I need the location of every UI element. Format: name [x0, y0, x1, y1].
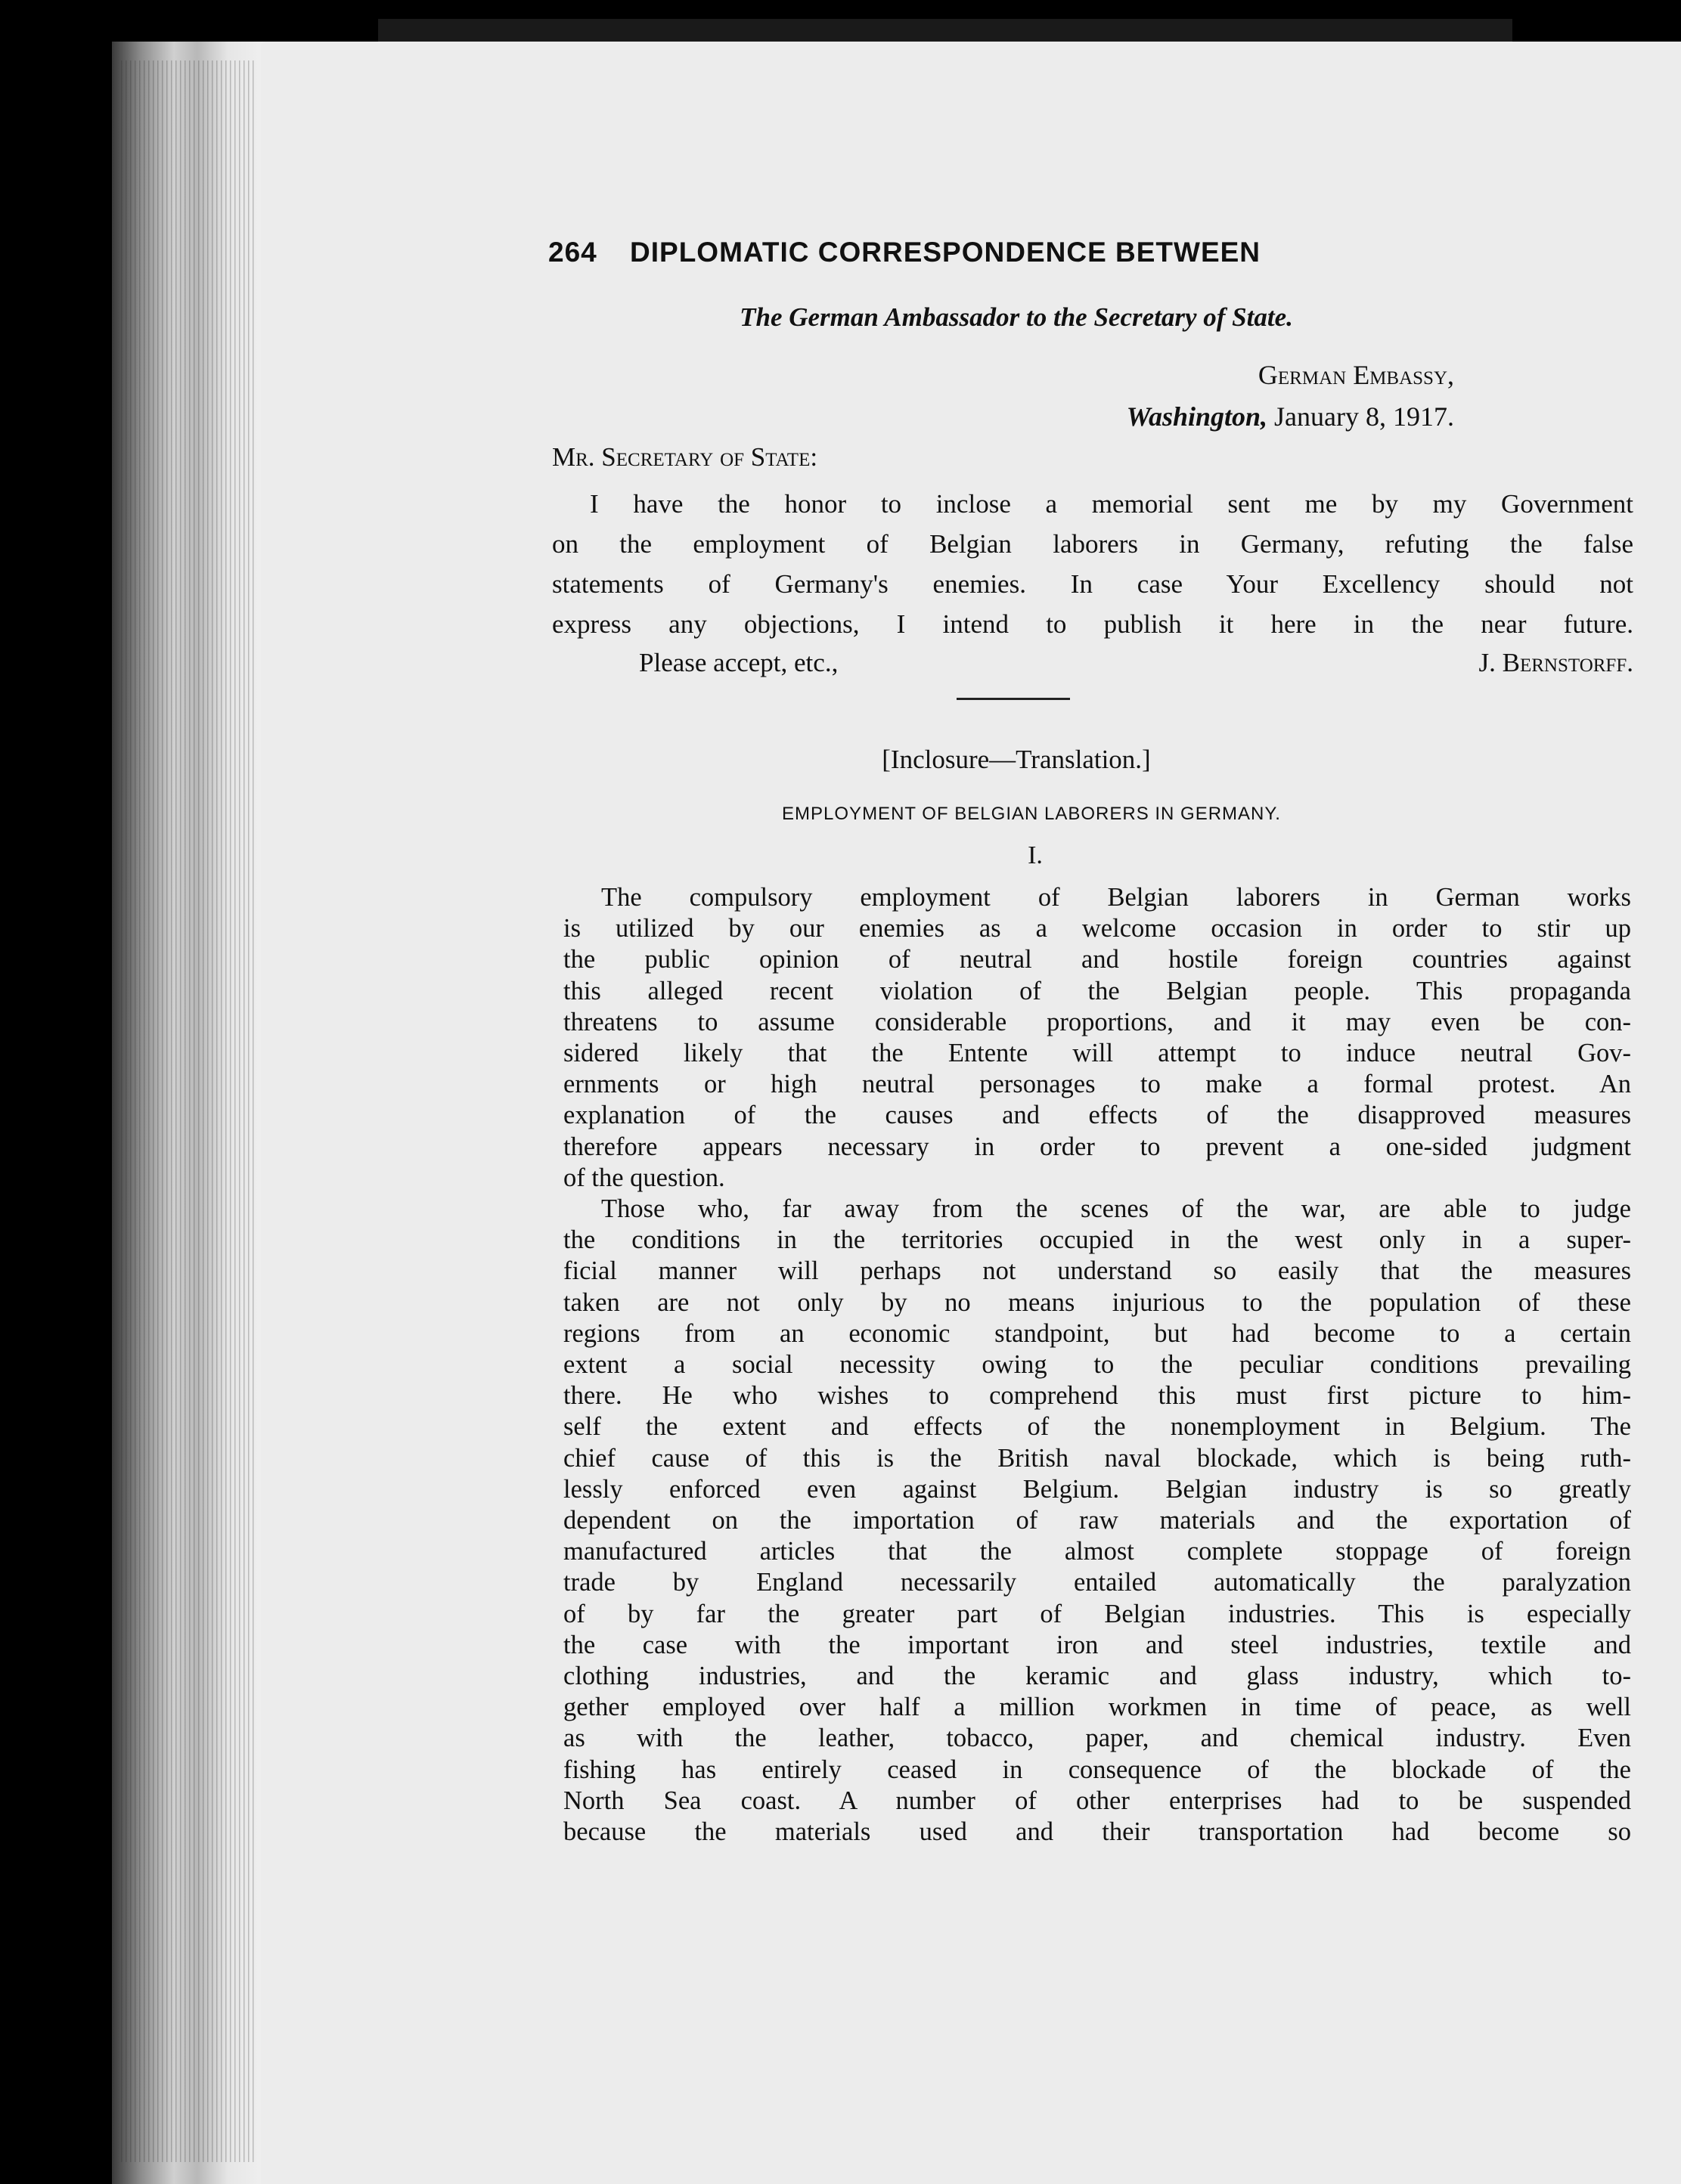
memorial-line: therefore appears necessary in order to prevent a one-sided judgment	[563, 1132, 1631, 1161]
memorial-line: extent a social necessity owing to the peculiar conditions prevailing	[563, 1350, 1631, 1380]
memorial-title: EMPLOYMENT OF BELGIAN LABORERS IN GERMANY.	[782, 804, 1281, 824]
memorial-line: of the question.	[563, 1163, 725, 1192]
memorial-line: ernments or high neutral personages to make a formal protest. An	[563, 1070, 1631, 1099]
running-title: DIPLOMATIC CORRESPONDENCE BETWEEN	[630, 237, 1261, 268]
letter-line: express any objections, I intend to publish it here in the near future.	[552, 609, 1633, 639]
memorial-body	[563, 882, 1631, 1848]
letter-signature: J. Bernstorff.	[1478, 648, 1633, 677]
memorial-line: Those who, far away from the scenes of the war, are able to judge	[601, 1194, 1631, 1224]
page-content	[261, 42, 1681, 2184]
letter-embassy: German Embassy,	[1258, 360, 1454, 390]
running-head	[548, 237, 1630, 268]
memorial-line: is utilized by our enemies as a welcome occasion in order to stir up	[563, 914, 1631, 943]
memorial-line: taken are not only by no means injurious to the population of these	[563, 1287, 1631, 1317]
memorial-line: chief cause of this is the British naval blockade, which is being ruth-	[563, 1443, 1631, 1473]
letter-line: I have the honor to inclose a memorial sent me by my Government	[590, 489, 1633, 519]
letter-place: Washington,	[1126, 401, 1268, 432]
memorial-line: the conditions in the territories occupied in the west only in a super-	[563, 1225, 1631, 1255]
memorial-line: because the materials used and their transportation had become so	[563, 1817, 1631, 1847]
memorial-line: regions from an economic standpoint, but had become to a certain	[563, 1318, 1631, 1348]
memorial-line: ficial manner will perhaps not understand so easily that the measures	[563, 1256, 1631, 1286]
memorial-line: explanation of the causes and effects of the disapproved measures	[563, 1101, 1631, 1130]
memorial-line: sidered likely that the Entente will attempt to induce neutral Gov-	[563, 1039, 1631, 1068]
letter-closing-text: Please accept, etc.,	[639, 648, 839, 677]
memorial-line: there. He who wishes to comprehend this must first picture to him-	[563, 1381, 1631, 1411]
letter-body	[552, 484, 1633, 644]
divider-rule	[957, 698, 1070, 700]
book-page	[261, 42, 1681, 2184]
memorial-line: lessly enforced even against Belgium. Belgian industry is so greatly	[563, 1474, 1631, 1504]
memorial-line: as with the leather, tobacco, paper, and chemical industry. Even	[563, 1724, 1631, 1753]
letter-heading: The German Ambassador to the Secretary of State.	[740, 302, 1293, 332]
letter-line: on the employment of Belgian laborers in Germany, refuting the false	[552, 529, 1633, 559]
memorial-line: trade by England necessarily entailed automatically the paralyzation	[563, 1568, 1631, 1597]
inclosure-label: [Inclosure—Translation.]	[882, 745, 1151, 774]
letter-salutation: Mr. Secretary of State:	[552, 442, 818, 472]
memorial-line: manufactured articles that the almost complete stoppage of foreign	[563, 1537, 1631, 1566]
memorial-line: gether employed over half a million workmen in time of peace, as well	[563, 1693, 1631, 1722]
memorial-line: self the extent and effects of the nonemployment in Belgium. The	[563, 1412, 1631, 1442]
letter-line: statements of Germany's enemies. In case Your Excellency should not	[552, 569, 1633, 599]
memorial-line: clothing industries, and the keramic and glass industry, which to-	[563, 1662, 1631, 1691]
book-page-edge-lines	[121, 60, 257, 2162]
memorial-line: the case with the important iron and steel industries, textile and	[563, 1630, 1631, 1659]
memorial-line: North Sea coast. A number of other enterprises had to be suspended	[563, 1786, 1631, 1815]
memorial-line: of by far the greater part of Belgian industries. This is especially	[563, 1599, 1631, 1628]
memorial-line: this alleged recent violation of the Belgian people. This propaganda	[563, 976, 1631, 1005]
letter-date: January 8, 1917.	[1274, 401, 1454, 432]
memorial-line: dependent on the importation of raw materials and the exportation of	[563, 1506, 1631, 1535]
page-number: 264	[548, 237, 597, 268]
memorial-line: fishing has entirely ceased in consequence of the blockade of the	[563, 1755, 1631, 1784]
section-number: I.	[1028, 841, 1043, 869]
letter-dateline	[1127, 401, 1454, 432]
memorial-line: threatens to assume considerable proportions, and it may even be con-	[563, 1007, 1631, 1036]
memorial-line: The compulsory employment of Belgian laborers in German works	[601, 883, 1631, 912]
memorial-line: the public opinion of neutral and hostile foreign countries against	[563, 945, 1631, 974]
